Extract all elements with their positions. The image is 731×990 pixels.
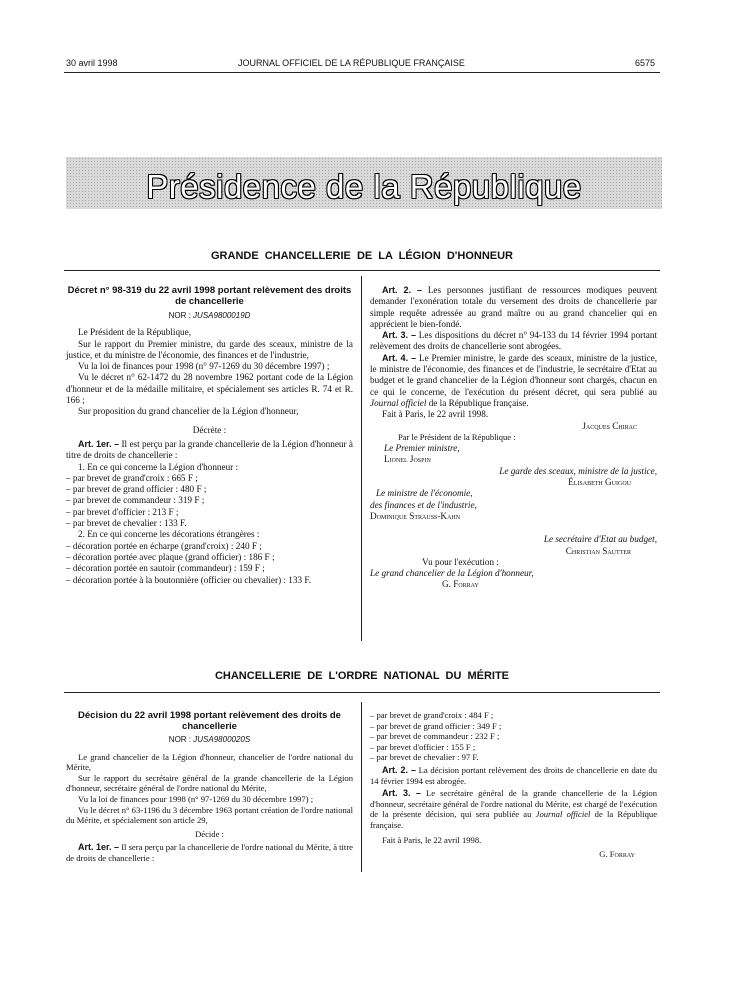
- decree-left-column: [66, 285, 353, 586]
- article-1: Art. 1er. – Il est perçu par la grande chancellerie de la Légion d'honneur à titre de droits de chancellerie :: [66, 438, 353, 461]
- list-heading: 2. En ce qui concerne les décorations étrangères :: [78, 529, 260, 540]
- list-item: – par brevet de grand officier : 480 F ;: [66, 484, 207, 495]
- list-item: – décoration portée à la boutonnière (officier ou chevalier) : 133 F.: [66, 574, 312, 585]
- article-2: Art. 2. – Les personnes justifiant de ressources modiques peuvent demander l'exonération totale du versement des droits de chancellerie par simple requête adressée au grand maître ou au grand chancelier qui en apprécient le bien-fondé.: [370, 285, 658, 329]
- decree-decrete: Décrète :: [192, 424, 227, 435]
- decision-title: Décision du 22 avril 1998 portant relèvement des droits de chancellerie: [78, 710, 341, 732]
- gc-title: Le grand chancelier de la Légion d'honneur,: [370, 568, 534, 579]
- header-date: 30 avril 1998: [66, 58, 118, 68]
- decision-fait: Fait à Paris, le 22 avril 1998.: [382, 834, 482, 845]
- decree-title: Décret n° 98-319 du 22 avril 1998 portant relèvement des droits de chancellerie: [67, 285, 352, 307]
- decree-paragraph: Vu la loi de finances pour 1998 (n° 97-1269 du 30 décembre 1997) ;: [78, 361, 330, 372]
- decision-paragraph: Vu le décret n° 63-1196 du 3 décembre 1963 portant création de l'ordre national du Mérite, et spécialement son article 29,: [66, 804, 353, 826]
- decision-paragraph: Sur le rapport du secrétaire général de la grande chancellerie de la Légion d'honneur, secrétaire général de l'ordre national du Mérite,: [66, 772, 353, 794]
- column-divider: [361, 276, 362, 641]
- list-item: – par brevet d'officier : 155 F ;: [370, 741, 476, 752]
- garde-title: Le garde des sceaux, ministre de la justice,: [499, 465, 657, 476]
- budget-title: Le secrétaire d'Etat au budget,: [543, 534, 657, 545]
- par-le-president: Par le Président de la République :: [398, 431, 516, 442]
- decision-article-1: Art. 1er. – Il sera perçu par la chancellerie de l'ordre national du Mérite, à titre de droits de chancellerie :: [66, 842, 353, 863]
- vu-pour-execution: Vu pour l'exécution :: [422, 556, 499, 567]
- list-item: – par brevet de chevalier : 133 F.: [66, 518, 187, 529]
- section-rule: [64, 270, 660, 271]
- decision-article-2: Art. 2. – La décision portant relèvement des droits de chancellerie en date du 14 février 1994 est abrogée.: [370, 764, 658, 786]
- header-journal: JOURNAL OFFICIEL DE LA RÉPUBLIQUE FRANÇAISE: [238, 58, 465, 68]
- budget-name: Christian Sautter: [565, 545, 631, 556]
- gc-name: G. Forray: [442, 579, 479, 590]
- eco-title: Le ministre de l'économie,: [376, 488, 473, 499]
- decree-nor: NOR : JUSA9800019D: [168, 311, 251, 320]
- decision-article-3: Art. 3. – Le secrétaire général de la grande chancellerie de la Légion d'honneur, secrétaire général de l'ordre national du Mérite, est chargé de l'exécution de la présente décision, qui sera publiée au Journal officiel de la République française.: [370, 788, 658, 830]
- header-page-number: 6575: [635, 58, 656, 68]
- eco-title-2: des finances et de l'industrie,: [370, 499, 477, 510]
- banner-title: Présidence de la République: [146, 168, 582, 205]
- fait-a-paris: Fait à Paris, le 22 avril 1998.: [382, 409, 489, 420]
- section-rule: [64, 692, 660, 693]
- section-title-legion: GRANDE CHANCELLERIE DE LA LÉGION D'HONNEUR: [211, 250, 513, 262]
- article-3: Art. 3. – Les dispositions du décret n° 94-133 du 14 février 1994 portant relèvement des droits de chancellerie sont abrogées.: [370, 330, 658, 352]
- list-item: – décoration portée avec plaque (grand officier) : 186 F ;: [66, 551, 275, 562]
- header-rule: [64, 72, 660, 73]
- signature-president: Jacques Chirac: [582, 420, 637, 431]
- decision-paragraph: Vu la loi de finances pour 1998 (n° 97-1269 du 30 décembre 1997) ;: [78, 793, 314, 804]
- decision-right-column: [370, 710, 657, 860]
- list-item: – par brevet de grand officier : 349 F ;: [370, 720, 502, 731]
- decision-decide: Décide :: [195, 828, 224, 839]
- decision-paragraph: Le grand chancelier de la Légion d'honneur, chancelier de l'ordre national du Mérite,: [66, 751, 353, 773]
- list-item: – par brevet de grand'croix : 484 F ;: [370, 710, 494, 720]
- decree-right-column: [370, 285, 657, 591]
- list-item: – décoration portée en sautoir (commandeur) : 159 F ;: [66, 563, 265, 574]
- decree-paragraph: Le Président de la République,: [78, 327, 192, 338]
- eco-name: Dominique Strauss-Kahn: [370, 510, 461, 521]
- list-item: – par brevet de chevalier : 97 F.: [370, 752, 479, 763]
- pm-title: Le Premier ministre,: [384, 443, 460, 454]
- article-4: Art. 4. – Le Premier ministre, le garde des sceaux, ministre de la justice, le ministre de l'économie, des finances et de l'industrie, le secrétaire d'Etat au budget et le grand chancelier de la Légion d'honneur sont chargés, chacun en ce qui le concerne, de l'exécution du présent décret, qui sera publié au Journal officiel de la République française.: [370, 352, 658, 408]
- decision-signature: G. Forray: [599, 849, 635, 860]
- list-item: – par brevet de commandeur : 232 F ;: [370, 731, 500, 742]
- decree-paragraph: Sur le rapport du Premier ministre, du garde des sceaux, ministre de la justice, et du ministre de l'économie, des finances et de l'industrie,: [66, 338, 353, 360]
- pm-name: Lionel Jospin: [384, 454, 431, 465]
- decree-paragraph: Sur proposition du grand chancelier de la Légion d'honneur,: [78, 406, 299, 417]
- decree-paragraph: Vu le décret n° 62-1472 du 28 novembre 1962 portant code de la Légion d'honneur et de la médaille militaire, et spécialement ses articles R. 74 et R. 166 ;: [66, 372, 353, 406]
- decision-nor: NOR : JUSA9800020S: [168, 735, 251, 744]
- section-title-merite: CHANCELLERIE DE L'ORDRE NATIONAL DU MÉRITE: [214, 670, 510, 682]
- list-item: – par brevet d'officier : 213 F ;: [66, 506, 179, 517]
- garde-name: Élisabeth Guigou: [568, 477, 631, 488]
- column-divider: [361, 702, 362, 872]
- decision-left-column: [66, 710, 353, 864]
- list-item: – par brevet de commandeur : 319 F ;: [66, 495, 205, 506]
- list-item: – décoration portée en écharpe (grand'croix) : 240 F ;: [66, 540, 262, 551]
- list-item: – par brevet de grand'croix : 665 F ;: [66, 472, 198, 483]
- list-heading: 1. En ce qui concerne la Légion d'honneur :: [78, 461, 239, 472]
